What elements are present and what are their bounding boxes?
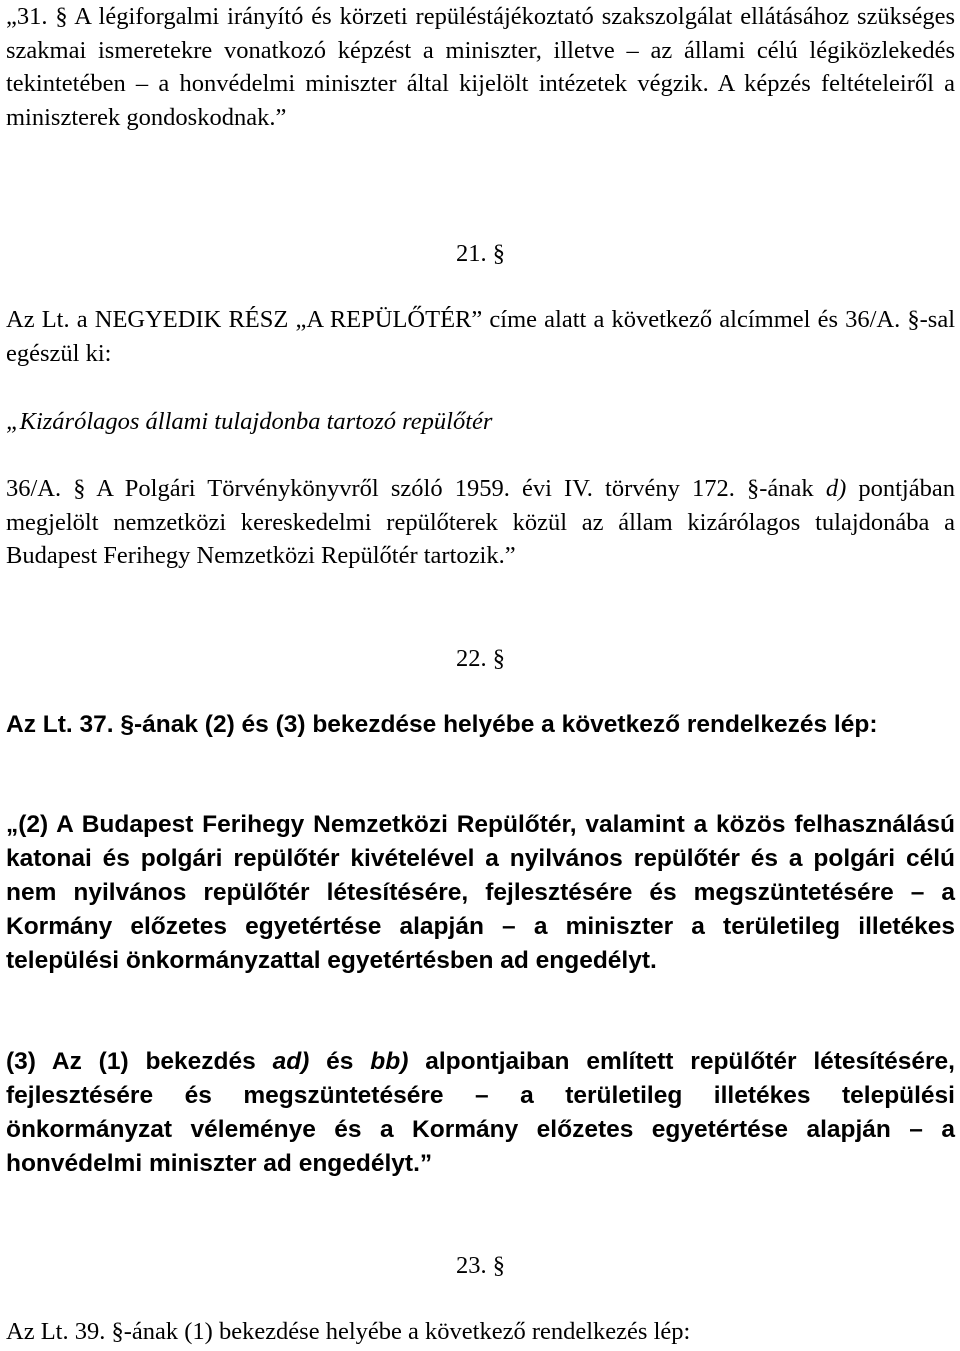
section-23-heading: 23. §: [456, 1252, 505, 1279]
section-22-paragraph-3-italic-2: bb): [370, 1048, 409, 1075]
section-22-paragraph-2: „(2) A Budapest Ferihegy Nemzetközi Repülőtér, valamint a közös felhasználású katonai és polgári repülőtér kivételével a nyilvános repülőtér és a polgári célú nem nyilvános repülőtér létesítésére, fejlesztésére és megszüntetésére – a Kormány előzetes egyetértése alapján – a miniszter a területileg illetékes települési önkormányzattal egyetértésben ad engedélyt.: [6, 811, 955, 974]
section-22-heading: 22. §: [456, 645, 505, 672]
section-21-subtitle: „Kizárólagos állami tulajdonba tartozó repülőtér: [6, 408, 493, 435]
section-21-body-italic: d): [825, 475, 847, 502]
section-22-paragraph-3-italic-1: ad): [272, 1048, 310, 1075]
section-22-paragraph-3-part-1: (3) Az (1) bekezdés: [6, 1048, 273, 1075]
section-31-text: „31. § A légiforgalmi irányító és körzeti repüléstájékoztató szakszolgálat ellátásához szükséges szakmai ismeretekre vonatkozó képzést a miniszter, illetve – az állami célú légiközlekedés tekintetében – a honvédelmi miniszter által kijelölt intézetek végzik. A képzés feltételeiről a miniszterek gondoskodnak.”: [6, 3, 955, 131]
section-21-body: [6, 472, 955, 573]
section-21-body-part-2: pontjában megjelölt nemzetközi kereskedelmi repülőterek közül az állam kizárólagos tulajdonába a Budapest Ferihegy Nemzetközi Repülőtér tartozik.”: [6, 475, 955, 569]
section-22-paragraph-3-part-2: és: [309, 1048, 371, 1075]
section-22-paragraph-3: [6, 1045, 955, 1181]
section-21-body-part-1: 36/A. § A Polgári Törvénykönyvről szóló 1959. évi IV. törvény 172. §-ának: [6, 475, 826, 502]
section-23-intro: Az Lt. 39. §-ának (1) bekezdése helyébe a következő rendelkezés lép:: [6, 1318, 691, 1345]
section-21-intro: Az Lt. a NEGYEDIK RÉSZ „A REPÜLŐTÉR” címe alatt a következő alcímmel és 36/A. §-sal egészül ki:: [6, 306, 955, 367]
section-22-intro: Az Lt. 37. §-ának (2) és (3) bekezdése helyébe a következő rendelkezés lép:: [6, 711, 878, 738]
section-21-heading: 21. §: [456, 240, 505, 267]
section-22-paragraph-3-part-3: alpontjaiban említett repülőtér létesítésére, fejlesztésére és megszüntetésére – a területileg illetékes települési önkormányzat véleménye és a Kormány előzetes egyetértése alapján – a honvédelmi miniszter ad engedélyt.”: [6, 1048, 955, 1177]
